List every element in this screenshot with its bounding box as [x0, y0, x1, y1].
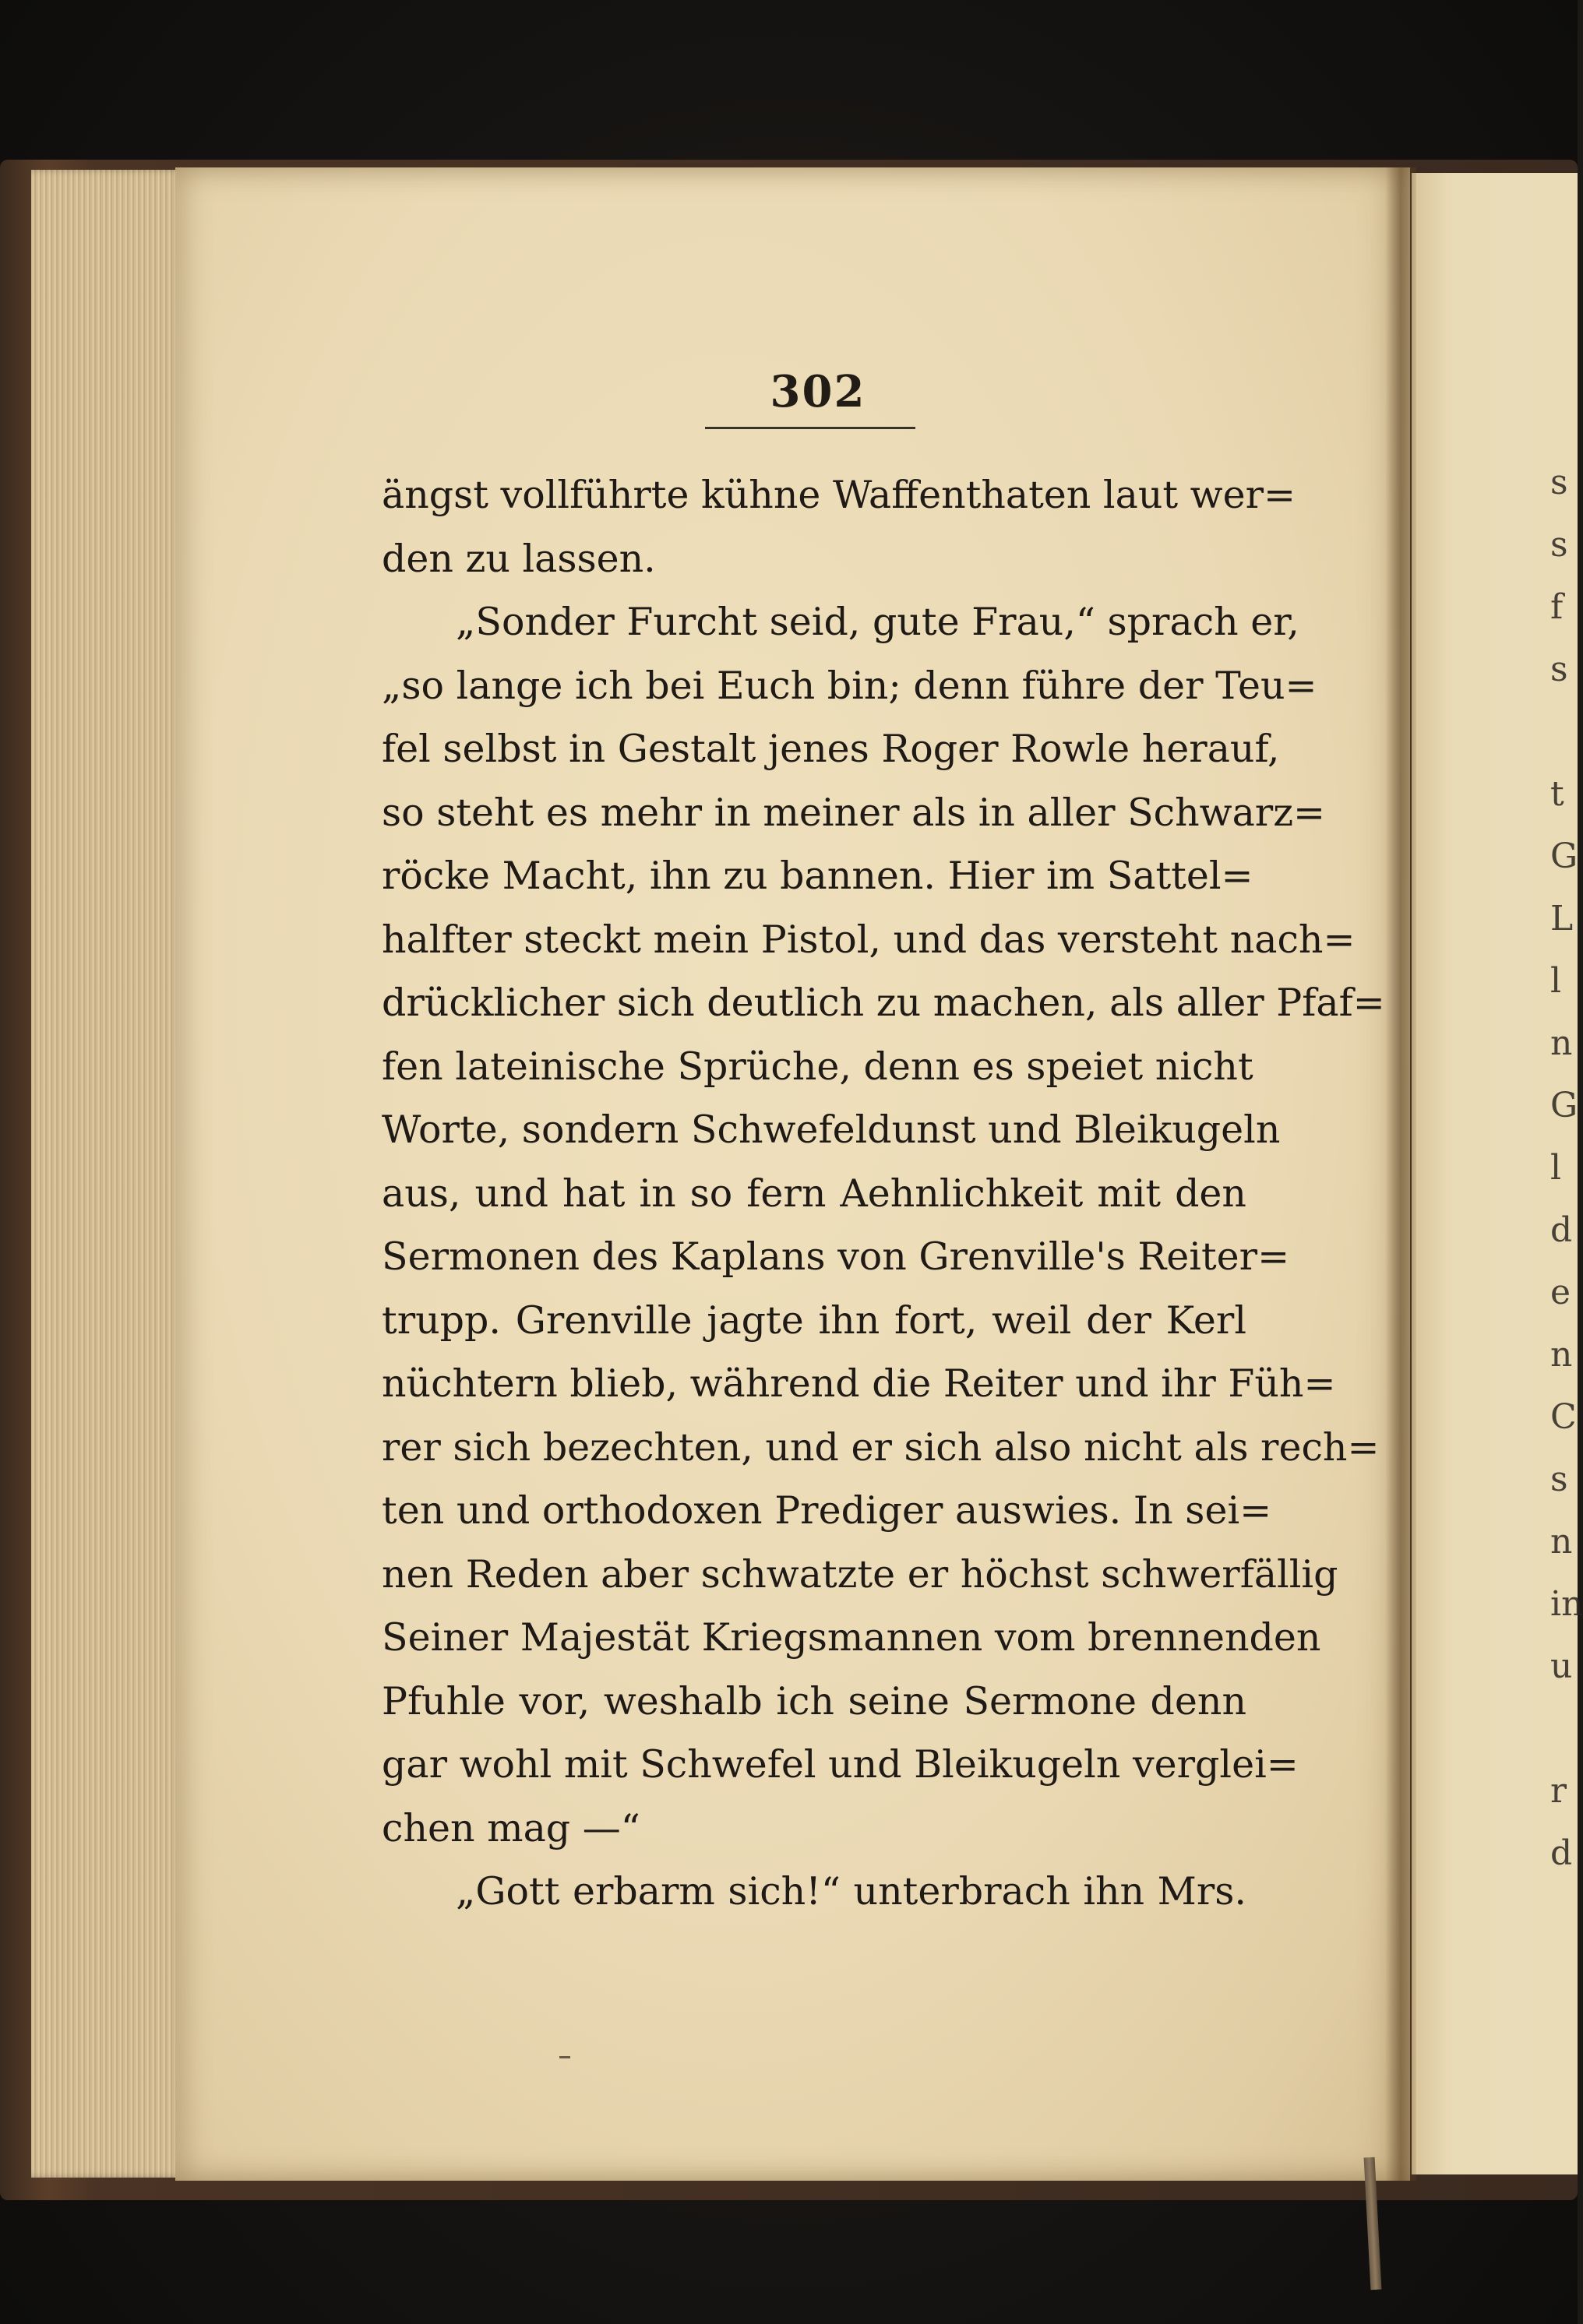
- text-line: fel selbst in Gestalt jenes Roger Rowle herauf,: [382, 727, 1280, 771]
- text-line: ängst vollführte kühne Waffenthaten laut wer=: [382, 473, 1296, 517]
- right-page-edge-letter: [1550, 701, 1578, 763]
- text-line: Worte, sondern Schwefeldunst und Bleikugeln: [382, 1107, 1281, 1152]
- text-line: „Sonder Furcht seid, gute Frau,“ sprach er,: [456, 600, 1299, 644]
- text-line: aus, und hat in so fern Aehnlichkeit mit den: [382, 1171, 1246, 1216]
- text-line: drücklicher sich deutlich zu machen, als aller Pfaf=: [382, 981, 1385, 1025]
- text-line: rer sich bezechten, und er sich also nicht als rech=: [382, 1424, 1380, 1470]
- text-line: halfter steckt mein Pistol, und das versteht nach=: [382, 917, 1356, 962]
- right-page-edge-letter: s: [1550, 525, 1568, 565]
- page-block-edges: [31, 170, 183, 2178]
- text-line: „so lange ich bei Euch bin; denn führe der Teu=: [382, 663, 1317, 708]
- text-line: so steht es mehr in meiner als in aller Schwarz=: [382, 790, 1326, 835]
- text-line: röcke Macht, ihn zu bannen. Hier im Sattel=: [382, 854, 1253, 898]
- page-footer-mark: [559, 2056, 570, 2058]
- right-page-edge-letter: G: [1550, 836, 1578, 876]
- text-line: gar wohl mit Schwefel und Bleikugeln verglei=: [382, 1742, 1299, 1787]
- right-page-edge-text: [1550, 452, 1583, 1885]
- right-page-edge-letter: s: [1550, 1460, 1568, 1499]
- text-line: nüchtern blieb, während die Reiter und ihr Füh=: [382, 1361, 1336, 1406]
- right-page-edge-letter: r: [1550, 1771, 1567, 1811]
- right-page-edge-letter: n: [1550, 1522, 1573, 1562]
- right-page-edge-letter: t: [1550, 774, 1564, 814]
- right-page-edge-letter: l: [1550, 1148, 1562, 1188]
- right-page-edge-letter: C: [1550, 1397, 1577, 1437]
- right-page-edge-letter: s: [1550, 650, 1568, 689]
- right-page-edge-letter: in: [1550, 1584, 1583, 1624]
- text-line: Sermonen des Kaplans von Grenville's Reiter=: [382, 1234, 1290, 1279]
- text-line: fen lateinische Sprüche, denn es speiet nicht: [382, 1044, 1253, 1089]
- text-line: Seiner Majestät Kriegsmannen vom brennenden: [382, 1615, 1321, 1660]
- text-line: den zu lassen.: [382, 536, 656, 581]
- page-number: 302: [770, 366, 866, 417]
- page-text: [382, 463, 1385, 1924]
- right-page-edge-letter: d: [1550, 1210, 1573, 1250]
- text-line: chen mag —“: [382, 1805, 640, 1850]
- right-page-edge-letter: l: [1550, 961, 1562, 1001]
- text-line: nen Reden aber schwatzte er höchst schwerfällig: [382, 1551, 1338, 1597]
- right-page-edge-letter: L: [1550, 899, 1574, 938]
- right-page-edge-letter: n: [1550, 1023, 1573, 1063]
- right-page-edge-letter: u: [1550, 1646, 1573, 1686]
- page-number-rule: [705, 427, 915, 429]
- right-page-edge-letter: e: [1550, 1273, 1571, 1312]
- text-line: Pfuhle vor, weshalb ich seine Sermone denn: [382, 1678, 1246, 1724]
- right-page-edge-letter: f: [1550, 587, 1564, 627]
- right-page-edge-letter: n: [1550, 1335, 1573, 1375]
- right-page-edge-letter: G: [1550, 1086, 1578, 1125]
- book-gutter: [1385, 167, 1416, 2181]
- text-line: „Gott erbarm sich!“ unterbrach ihn Mrs.: [456, 1869, 1246, 1914]
- text-line: trupp. Grenville jagte ihn fort, weil der Kerl: [382, 1298, 1246, 1343]
- text-line: ten und orthodoxen Prediger auswies. In sei=: [382, 1488, 1272, 1533]
- right-page-edge-letter: [1550, 1698, 1578, 1760]
- right-page-edge-letter: d: [1550, 1833, 1573, 1873]
- right-page-edge-letter: s: [1550, 463, 1568, 502]
